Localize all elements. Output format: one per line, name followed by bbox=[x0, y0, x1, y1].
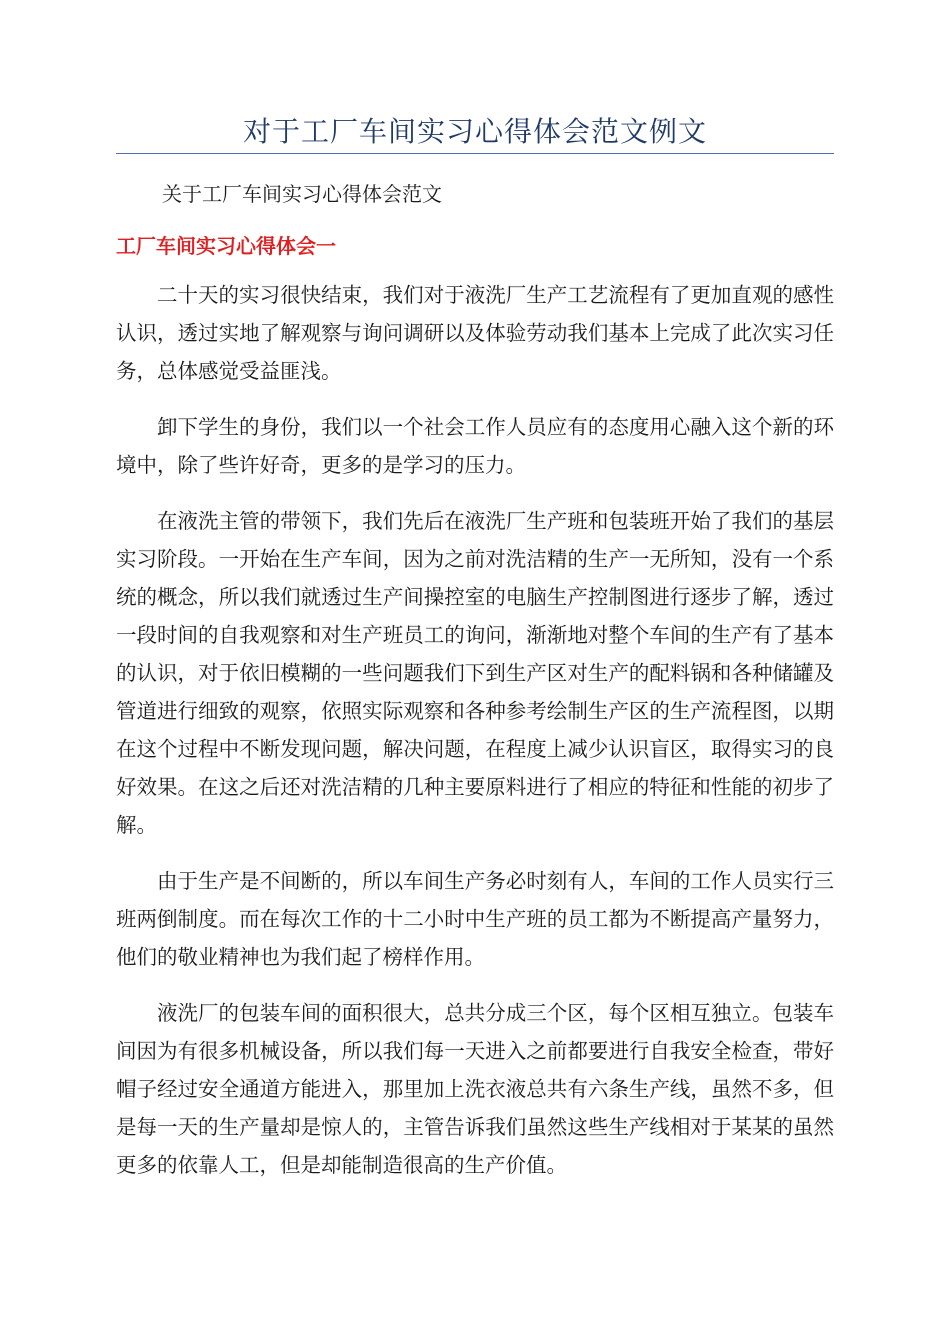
document-subtitle: 关于工厂车间实习心得体会范文 bbox=[162, 182, 442, 206]
document-title: 对于工厂车间实习心得体会范文例文 bbox=[242, 115, 707, 148]
section-heading: 工厂车间实习心得体会一 bbox=[116, 234, 336, 258]
paragraph-1: 二十天的实习很快结束，我们对于液洗厂生产工艺流程有了更加直观的感性认识，透过实地了解观察与询问调研以及体验劳动我们基本上完成了此次实习任务，总体感觉受益匪浅。 bbox=[116, 283, 834, 383]
paragraph-2: 卸下学生的身份，我们以一个社会工作人员应有的态度用心融入这个新的环境中，除了些许好奇，更多的是学习的压力。 bbox=[116, 415, 834, 477]
document-body bbox=[116, 276, 834, 1202]
title-underline bbox=[116, 153, 834, 154]
paragraph-5: 液洗厂的包装车间的面积很大，总共分成三个区，每个区相互独立。包装车间因为有很多机械设备，所以我们每一天进入之前都要进行自我安全检查，带好帽子经过安全通道方能进入，那里加上洗衣液总共有六条生产线，虽然不多，但是每一天的生产量却是惊人的，主管告诉我们虽然这些生产线相对于某某的虽然更多的依靠人工，但是却能制造很高的生产价值。 bbox=[116, 1001, 834, 1177]
paragraph-4: 由于生产是不间断的，所以车间生产务必时刻有人，车间的工作人员实行三班两倒制度。而在每次工作的十二小时中生产班的员工都为不断提高产量努力，他们的敬业精神也为我们起了榜样作用。 bbox=[116, 869, 834, 969]
paragraph-3: 在液洗主管的带领下，我们先后在液洗厂生产班和包装班开始了我们的基层实习阶段。一开始在生产车间，因为之前对洗洁精的生产一无所知，没有一个系统的概念，所以我们就透过生产间操控室的电脑生产控制图进行逐步了解，透过一段时间的自我观察和对生产班员工的询问，渐渐地对整个车间的生产有了基本的认识，对于依旧模糊的一些问题我们下到生产区对生产的配料锅和各种储罐及管道进行细致的观察，依照实际观察和各种参考绘制生产区的生产流程图，以期在这个过程中不断发现问题，解决问题，在程度上减少认识盲区，取得实习的良好效果。在这之后还对洗洁精的几种主要原料进行了相应的特征和性能的初步了解。 bbox=[116, 509, 834, 837]
